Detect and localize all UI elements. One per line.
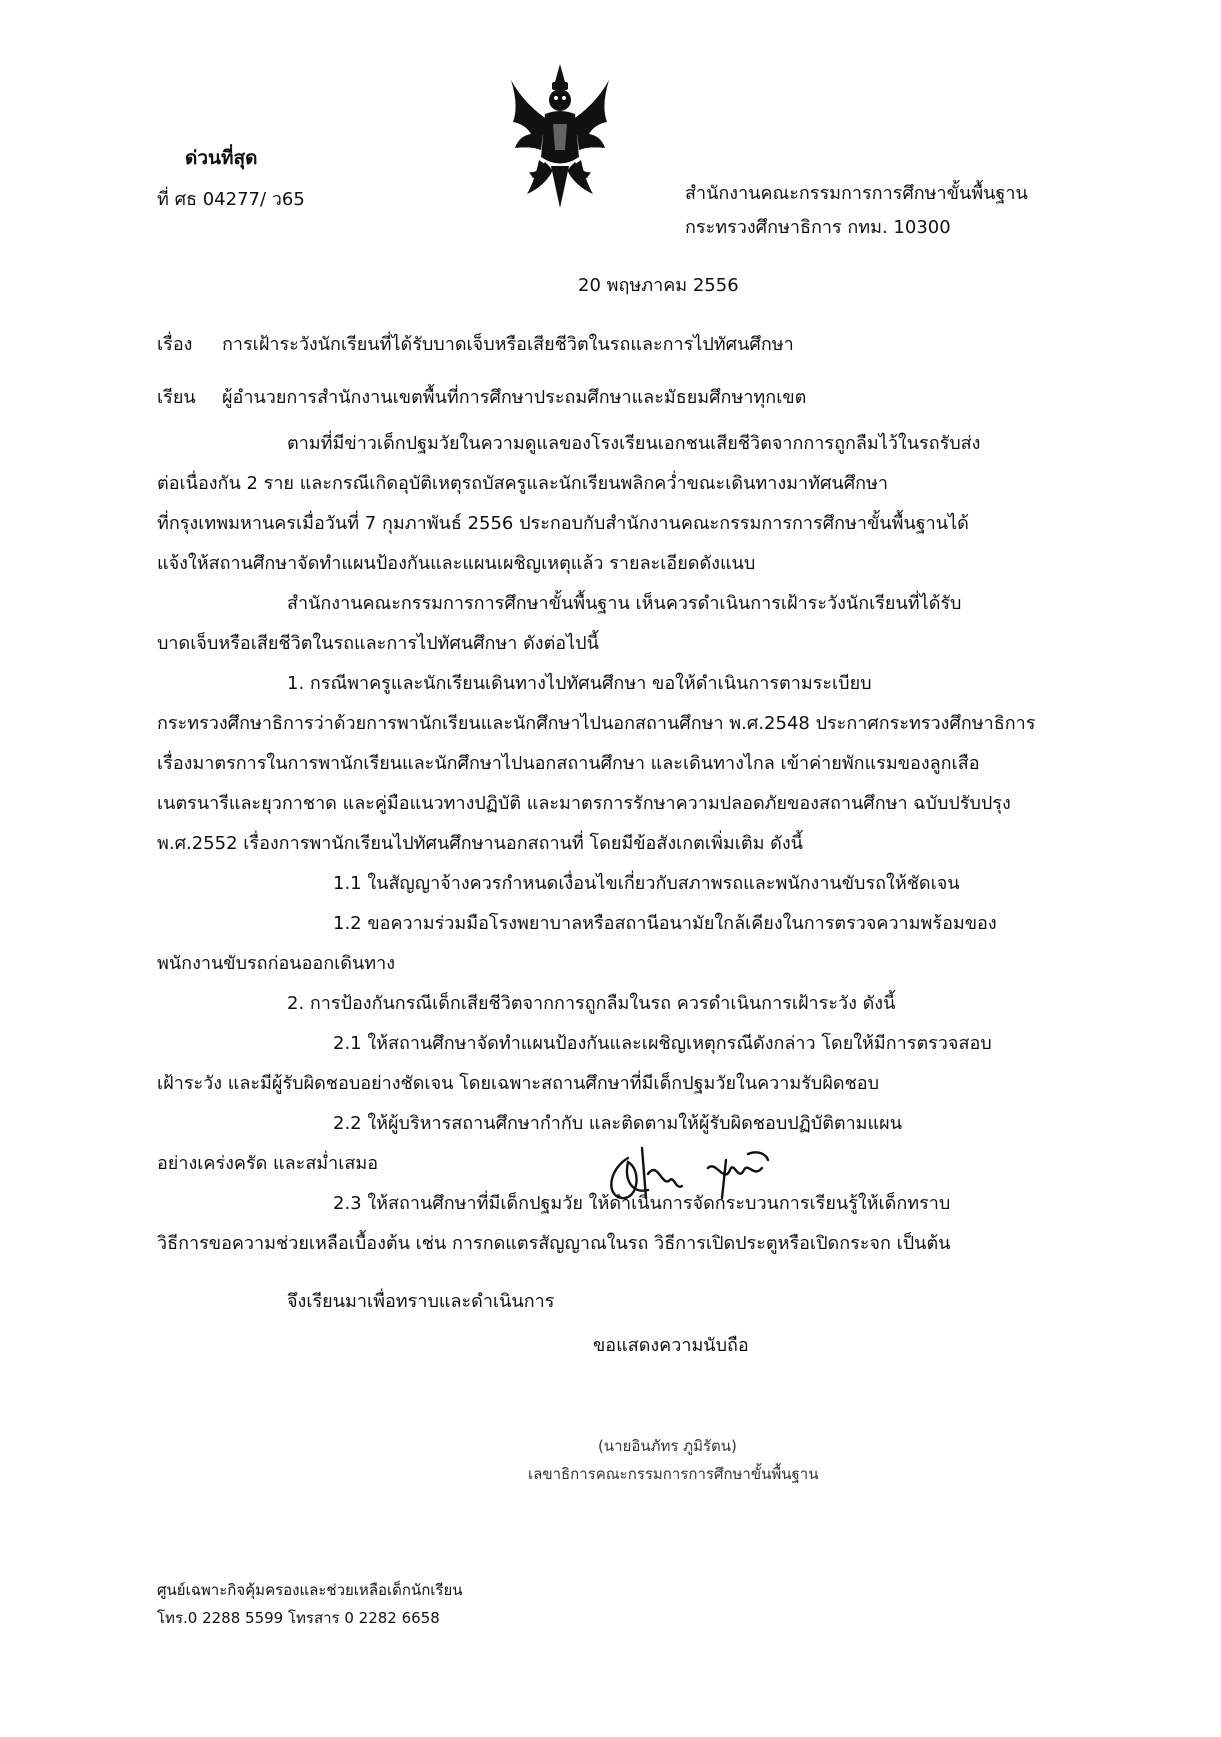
organization-name: สำนักงานคณะกรรมการการศึกษาขั้นพื้นฐาน <box>685 183 1028 204</box>
recipient-label: เรียน <box>157 387 196 408</box>
body-line: เฝ้าระวัง และมีผู้รับผิดชอบอย่างชัดเจน โดยเฉพาะสถานศึกษาที่มีเด็กปฐมวัยในความรับผิดชอบ <box>157 1073 880 1094</box>
body-line: บาดเจ็บหรือเสียชีวิตในรถและการไปทัศนศึกษา ดังต่อไปนี้ <box>157 633 599 654</box>
body-line: 1.2 ขอความร่วมมือโรงพยาบาลหรือสถานีอนามัยใกล้เคียงในการตรวจความพร้อมของ <box>333 913 997 934</box>
document-date: 20 พฤษภาคม 2556 <box>578 275 739 296</box>
document-number: ที่ ศธ 04277/ ว65 <box>157 189 305 210</box>
recipient-text: ผู้อำนวยการสำนักงานเขตพื้นที่การศึกษาประถมศึกษาและมัธยมศึกษาทุกเขต <box>222 387 807 408</box>
body-line: ที่กรุงเทพมหานครเมื่อวันที่ 7 กุมภาพันธ์ 2556 ประกอบกับสำนักงานคณะกรรมการการศึกษาขั้นพื้นฐานได้ <box>157 513 969 534</box>
body-line: 1. กรณีพาครูและนักเรียนเดินทางไปทัศนศึกษา ขอให้ดำเนินการตามระเบียบ <box>287 673 872 694</box>
closing-request: จึงเรียนมาเพื่อทราบและดำเนินการ <box>287 1291 555 1312</box>
body-line: อย่างเคร่งครัด และสม่ำเสมอ <box>157 1153 379 1174</box>
body-line: 2. การป้องกันกรณีเด็กเสียชีวิตจากการถูกลืมในรถ ควรดำเนินการเฝ้าระวัง ดังนี้ <box>287 993 896 1014</box>
body-line: ต่อเนื่องกัน 2 ราย และกรณีเกิดอุบัติเหตุรถบัสครูและนักเรียนพลิกคว่ำขณะเดินทางมาทัศนศึกษา <box>157 473 888 494</box>
organization-address: กระทรวงศึกษาธิการ กทม. 10300 <box>685 217 951 238</box>
body-line: กระทรวงศึกษาธิการว่าด้วยการพานักเรียนและนักศึกษาไปนอกสถานศึกษา พ.ศ.2548 ประกาศกระทรวงศึกษาธิการ <box>157 713 1036 734</box>
body-line: เนตรนารีและยุวกาชาด และคู่มือแนวทางปฏิบัติ และมาตรการรักษาความปลอดภัยของสถานศึกษา ฉบับปรับปรุง <box>157 793 1011 814</box>
footer-unit: ศูนย์เฉพาะกิจคุ้มครองและช่วยเหลือเด็กนักเรียน <box>157 1581 463 1599</box>
body-line: 1.1 ในสัญญาจ้างควรกำหนดเงื่อนไขเกี่ยวกับสภาพรถและพนักงานขับรถให้ชัดเจน <box>333 873 960 894</box>
body-line: 2.3 ให้สถานศึกษาที่มีเด็กปฐมวัย ให้ดำเนินการจัดกระบวนการเรียนรู้ให้เด็กทราบ <box>333 1193 951 1214</box>
signer-title: เลขาธิการคณะกรรมการการศึกษาขั้นพื้นฐาน <box>528 1465 819 1483</box>
signer-name: (นายอินภัทร ภูมิรัตน) <box>598 1437 737 1455</box>
urgency-label: ด่วนที่สุด <box>185 147 258 169</box>
body-line: พนักงานขับรถก่อนออกเดินทาง <box>157 953 396 974</box>
body-line: สำนักงานคณะกรรมการการศึกษาขั้นพื้นฐาน เห็นควรดำเนินการเฝ้าระวังนักเรียนที่ได้รับ <box>287 593 962 614</box>
body-line: เรื่องมาตรการในการพานักเรียนและนักศึกษาไปนอกสถานศึกษา และเดินทางไกล เข้าค่ายพักแรมของลูกเสือ <box>157 753 980 774</box>
body-line: 2.2 ให้ผู้บริหารสถานศึกษากำกับ และติดตามให้ผู้รับผิดชอบปฏิบัติตามแผน <box>333 1113 902 1134</box>
body-line: วิธีการขอความช่วยเหลือเบื้องต้น เช่น การกดแตรสัญญาณในรถ วิธีการเปิดประตูหรือเปิดกระจก เป็นต้น <box>157 1233 951 1254</box>
body-line: พ.ศ.2552 เรื่องการพานักเรียนไปทัศนศึกษานอกสถานที่ โดยมีข้อสังเกตเพิ่มเติม ดังนี้ <box>157 833 803 854</box>
footer-contact: โทร.0 2288 5599 โทรสาร 0 2282 6658 <box>157 1609 440 1627</box>
regards: ขอแสดงความนับถือ <box>593 1335 749 1356</box>
signature-icon <box>598 1140 798 1210</box>
subject-label: เรื่อง <box>157 334 193 355</box>
body-line: ตามที่มีข่าวเด็กปฐมวัยในความดูแลของโรงเรียนเอกชนเสียชีวิตจากการถูกลืมไว้ในรถรับส่ง <box>287 433 981 454</box>
body-line: แจ้งให้สถานศึกษาจัดทำแผนป้องกันและแผนเผชิญเหตุแล้ว รายละเอียดดังแนบ <box>157 553 756 574</box>
subject-text: การเฝ้าระวังนักเรียนที่ได้รับบาดเจ็บหรือเสียชีวิตในรถและการไปทัศนศึกษา <box>222 334 794 355</box>
garuda-emblem-icon <box>505 62 615 212</box>
body-line: 2.1 ให้สถานศึกษาจัดทำแผนป้องกันและเผชิญเหตุกรณีดังกล่าว โดยให้มีการตรวจสอบ <box>333 1033 992 1054</box>
